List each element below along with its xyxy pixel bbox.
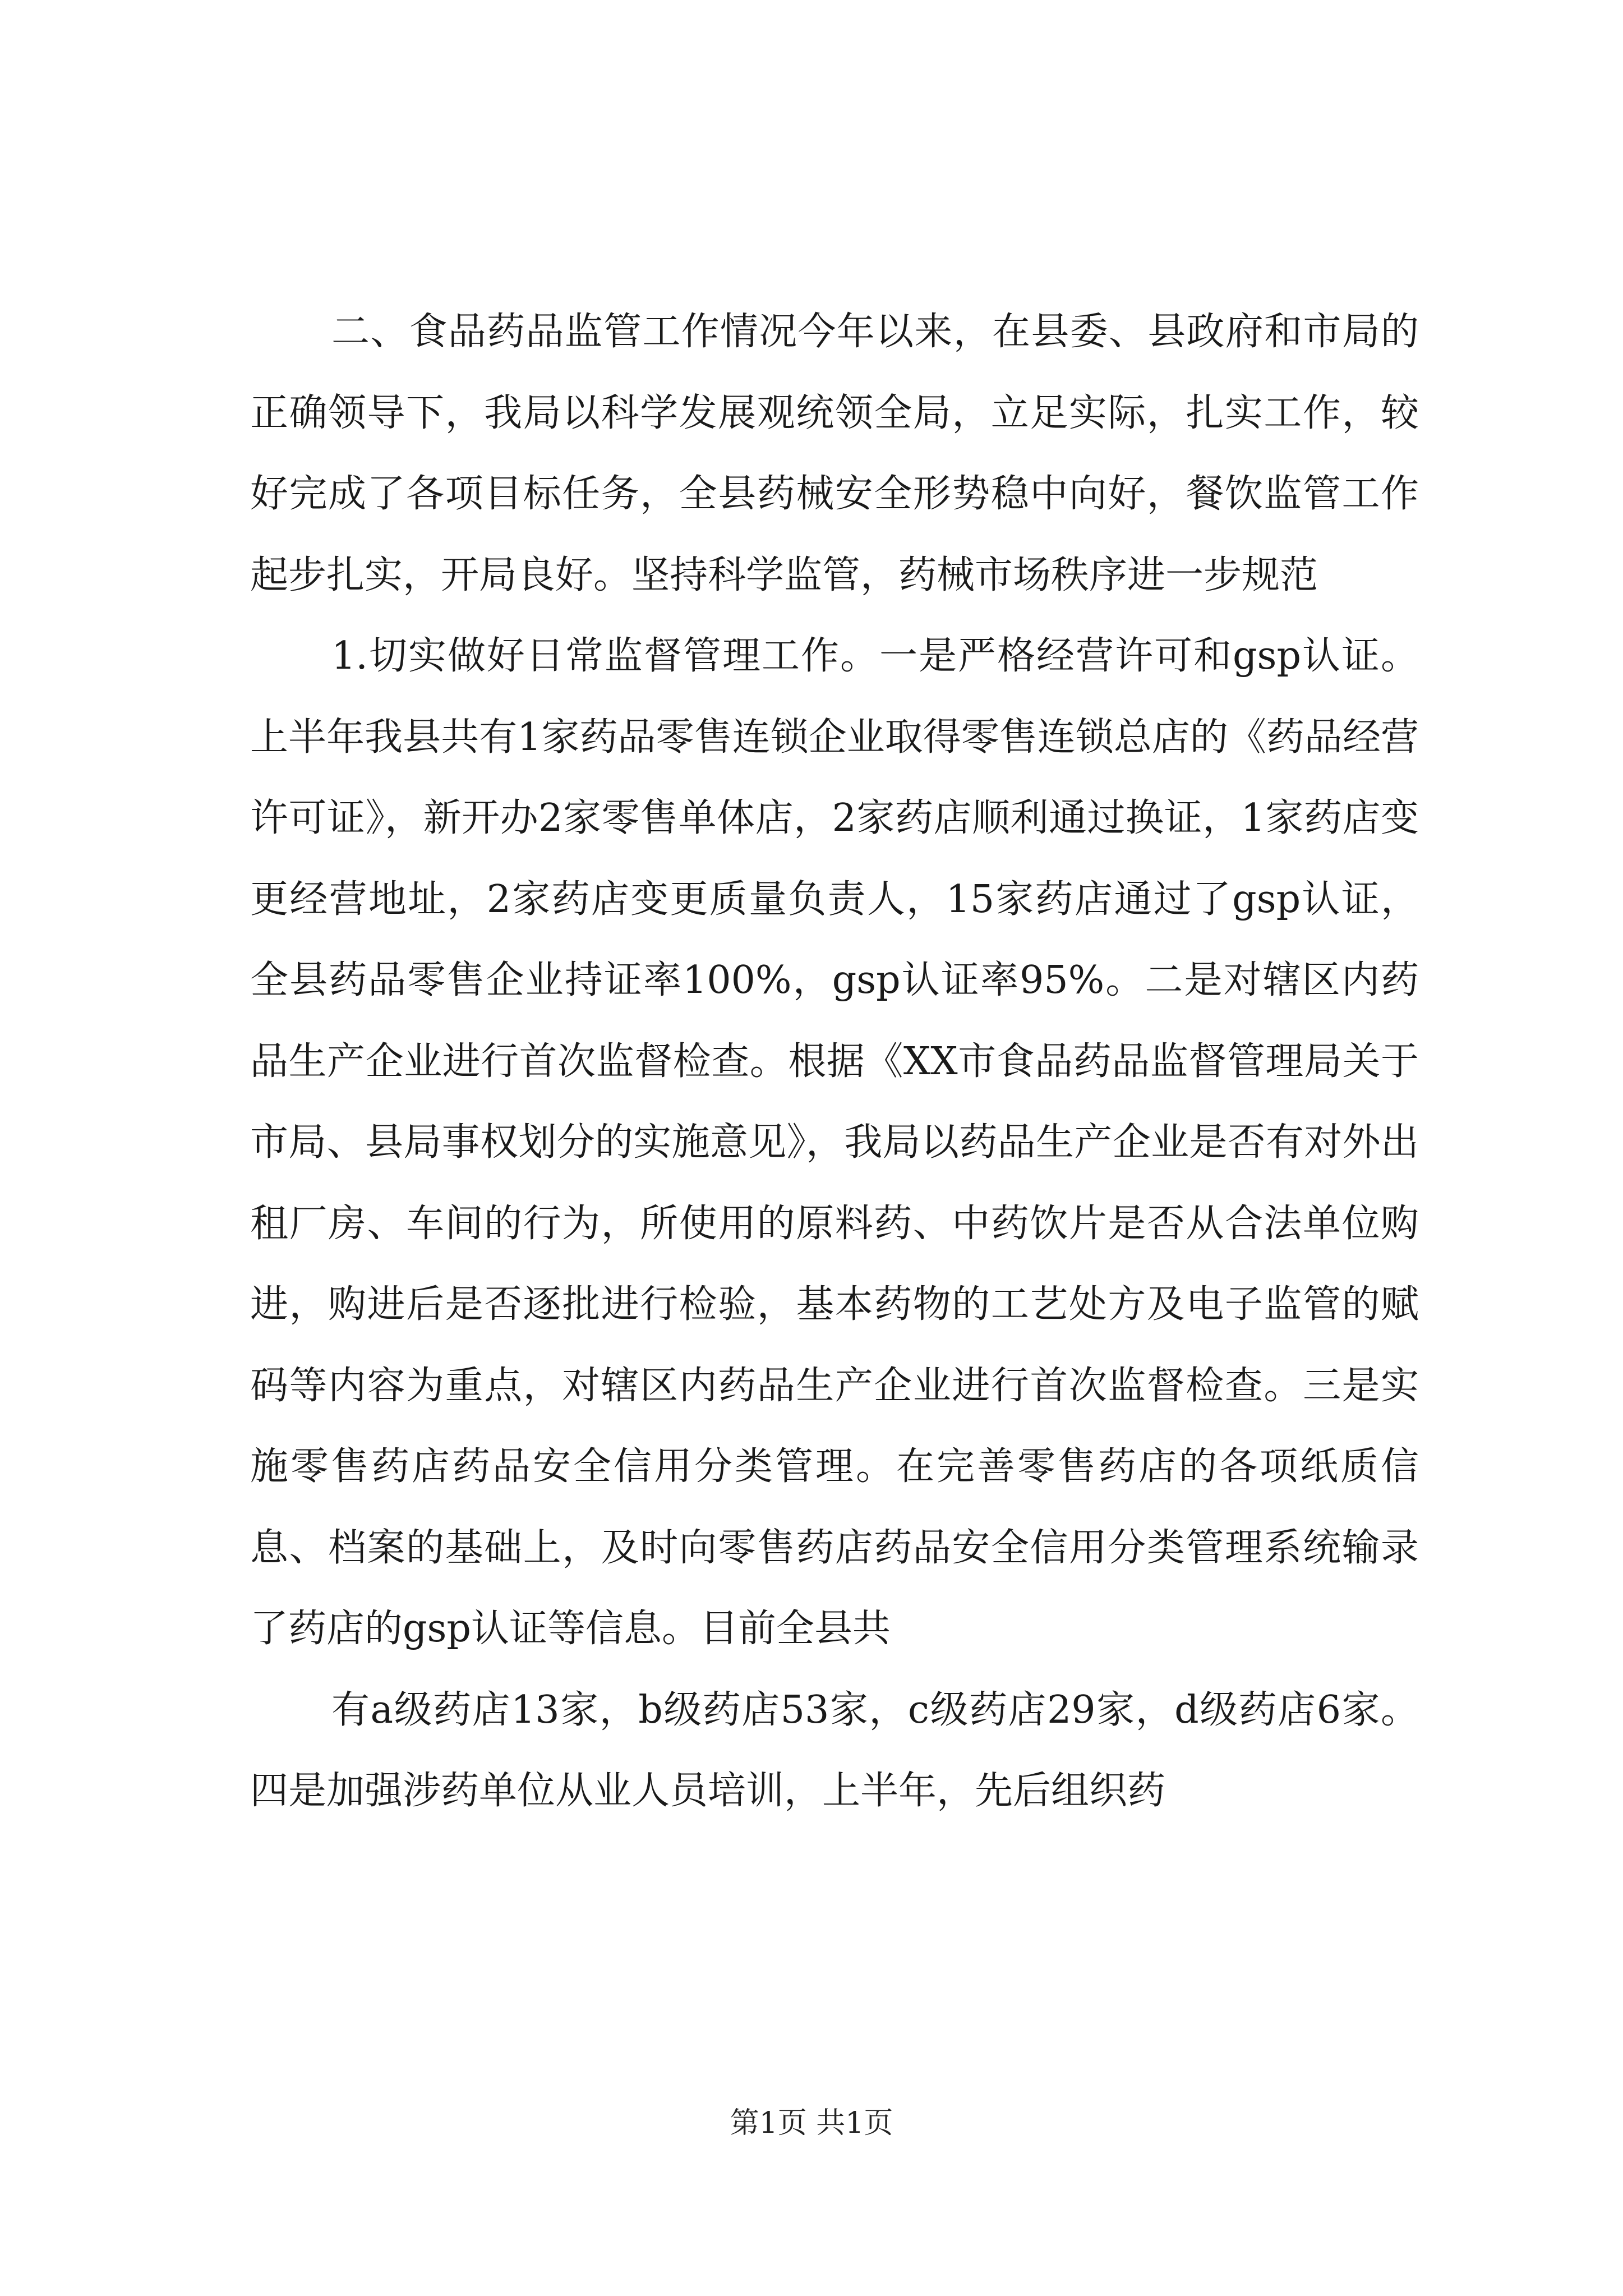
page-number-footer: 第1页 共1页 bbox=[730, 2106, 893, 2140]
document-body bbox=[250, 292, 1419, 1832]
paragraph-pharmacy-grades: 有a级药店13家，b级药店53家，c级药店29家，d级药店6家。四是加强涉药单位从业人员培训，上半年，先后组织药 bbox=[250, 1687, 1419, 1813]
paragraph-food-drug-supervision: 二、食品药品监管工作情况今年以来，在县委、县政府和市局的正确领导下，我局以科学发展观统领全局，立足实际，扎实工作，较好完成了各项目标任务，全县药械安全形势稳中向好，餐饮监管工作起步扎实，开局良好。坚持科学监管，药械市场秩序进一步规范 bbox=[250, 310, 1419, 597]
paragraph-daily-supervision: 1.切实做好日常监督管理工作。一是严格经营许可和gsp认证。上半年我县共有1家药品零售连锁企业取得零售连锁总店的《药品经营许可证》，新开办2家零售单体店，2家药店顺利通过换证，1家药店变更经营地址，2家药店变更质量负责人，15家药店通过了gsp认证，全县药品零售企业持证率100%，gsp认证率95%。二是对辖区内药品生产企业进行首次监督检查。根据《XX市食品药品监督管理局关于市局、县局事权划分的实施意见》，我局以药品生产企业是否有对外出租厂房、车间的行为，所使用的原料药、中药饮片是否从合法单位购进，购进后是否逐批进行检验，基本药物的工艺处方及电子监管的赋码等内容为重点，对辖区内药品生产企业进行首次监督检查。三是实施零售药店药品安全信用分类管理。在完善零售药店的各项纸质信息、档案的基础上，及时向零售药店药品安全信用分类管理系统输录了药店的gsp认证等信息。目前全县共 bbox=[250, 634, 1419, 1651]
